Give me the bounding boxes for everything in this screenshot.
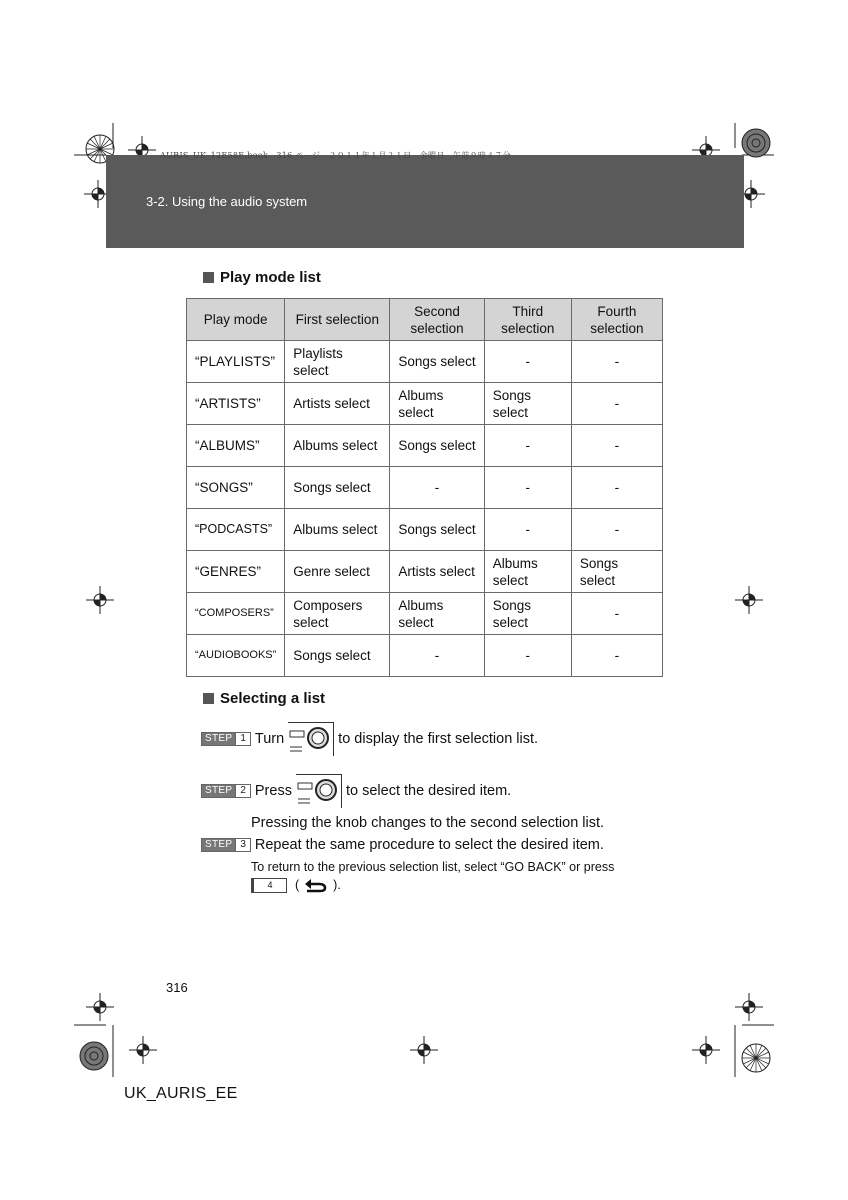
step-badge — [201, 732, 251, 746]
table-cell: “PLAYLISTS” — [187, 341, 285, 383]
selecting-heading-text: Selecting a list — [220, 690, 326, 707]
square-bullet-icon — [203, 693, 214, 704]
step-text: Repeat the same procedure to select the desired item. — [254, 837, 604, 853]
step-number: 3 — [235, 839, 250, 851]
step-text: to display the first selection list. — [338, 731, 539, 747]
table-cell: - — [571, 509, 662, 551]
selecting-heading — [203, 690, 325, 707]
registration-mark-icon — [740, 127, 772, 159]
note-go-back: To return to the previous selection list, select “GO BACK” or press — [251, 860, 615, 874]
step-number: 1 — [235, 733, 250, 745]
table-cell: - — [484, 341, 571, 383]
step-label: STEP — [202, 785, 235, 797]
step-label: STEP — [202, 733, 235, 745]
paren-open: ( — [295, 878, 300, 892]
table-cell: - — [484, 509, 571, 551]
step-text: Turn — [254, 731, 285, 747]
registration-mark-icon — [78, 1040, 110, 1072]
play-mode-heading-text: Play mode list — [220, 269, 321, 286]
table-cell: Albums select — [484, 551, 571, 593]
step-3 — [201, 837, 604, 853]
crosshair-icon — [86, 586, 114, 614]
column-header: First selection — [285, 299, 390, 341]
table-cell: “ALBUMS” — [187, 425, 285, 467]
table-cell: Playlists select — [285, 341, 390, 383]
section-title: 3-2. Using the audio system — [146, 194, 308, 209]
table-cell: - — [571, 425, 662, 467]
table-row — [187, 341, 663, 383]
table-cell: Songs select — [285, 635, 390, 677]
crosshair-icon — [735, 993, 763, 1021]
table-cell: “ARTISTS” — [187, 383, 285, 425]
column-header: Third selection — [484, 299, 571, 341]
crosshair-icon — [735, 586, 763, 614]
table-row — [187, 593, 663, 635]
table-header-row — [187, 299, 663, 341]
page-number: 316 — [166, 980, 188, 995]
step-number: 2 — [235, 785, 250, 797]
table-row — [187, 383, 663, 425]
table-cell: Songs select — [571, 551, 662, 593]
table-cell: Songs select — [285, 467, 390, 509]
play-mode-heading — [203, 269, 321, 286]
table-cell: “GENRES” — [187, 551, 285, 593]
table-cell: - — [571, 383, 662, 425]
table-cell: Songs select — [390, 509, 484, 551]
table-cell: - — [484, 425, 571, 467]
crosshair-icon — [86, 993, 114, 1021]
step-text: Press — [254, 783, 292, 799]
play-mode-table — [186, 298, 663, 677]
table-cell: Composers select — [285, 593, 390, 635]
step-badge — [201, 784, 251, 798]
step-2 — [201, 774, 511, 808]
back-arrow-icon — [303, 877, 329, 893]
table-cell: - — [390, 635, 484, 677]
knob-icon — [288, 722, 334, 756]
table-cell: “AUDIOBOOKS” — [187, 635, 285, 677]
column-header: Fourth selection — [571, 299, 662, 341]
note-go-back-button-line — [251, 877, 341, 893]
table-cell: Genre select — [285, 551, 390, 593]
table-cell: Albums select — [390, 593, 484, 635]
table-cell: Songs select — [390, 341, 484, 383]
note-second-list: Pressing the knob changes to the second selection list. — [251, 815, 605, 831]
knob-icon — [296, 774, 342, 808]
column-header: Second selection — [390, 299, 484, 341]
table-row — [187, 551, 663, 593]
table-cell: Albums select — [285, 425, 390, 467]
crosshair-icon — [410, 1036, 438, 1064]
table-cell: - — [390, 467, 484, 509]
table-cell: Artists select — [390, 551, 484, 593]
table-row — [187, 509, 663, 551]
table-cell: Albums select — [285, 509, 390, 551]
crosshair-icon — [129, 1036, 157, 1064]
table-cell: Artists select — [285, 383, 390, 425]
table-cell: - — [571, 593, 662, 635]
table-cell: - — [571, 467, 662, 509]
paren-close: ). — [333, 878, 341, 892]
table-row — [187, 467, 663, 509]
preset-4-button-icon: 4 — [251, 878, 287, 893]
registration-mark-icon — [740, 1042, 772, 1074]
table-cell: Songs select — [390, 425, 484, 467]
table-cell: Albums select — [390, 383, 484, 425]
step-text: to select the desired item. — [345, 783, 512, 799]
square-bullet-icon — [203, 272, 214, 283]
step-1 — [201, 722, 538, 756]
table-row — [187, 425, 663, 467]
table-cell: “COMPOSERS” — [187, 593, 285, 635]
column-header: Play mode — [187, 299, 285, 341]
print-info: AURIS_UK_12E58E.book 316 ページ ２０１１年１月２１日 金曜日 午前９時４７分 — [160, 151, 512, 160]
table-cell: - — [484, 635, 571, 677]
step-label: STEP — [202, 839, 235, 851]
table-row — [187, 635, 663, 677]
table-cell: - — [571, 635, 662, 677]
table-cell: - — [571, 341, 662, 383]
document-code: UK_AURIS_EE — [124, 1085, 238, 1102]
table-cell: Songs select — [484, 383, 571, 425]
table-cell: Songs select — [484, 593, 571, 635]
table-cell: - — [484, 467, 571, 509]
table-cell: “SONGS” — [187, 467, 285, 509]
section-header-band — [106, 155, 744, 248]
crosshair-icon — [692, 1036, 720, 1064]
step-badge — [201, 838, 251, 852]
table-cell: “PODCASTS” — [187, 509, 285, 551]
